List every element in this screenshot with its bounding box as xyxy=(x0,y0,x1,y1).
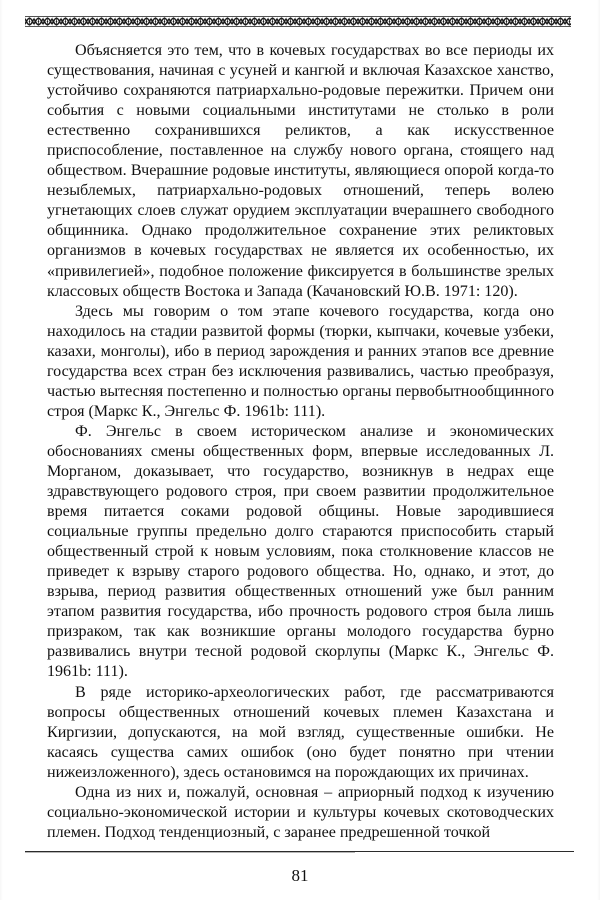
page-number: 81 xyxy=(291,866,309,885)
scan-edge-left xyxy=(0,0,3,900)
header-ornament-icon xyxy=(25,16,571,27)
paragraph-3: Ф. Энгельс в своем историческом анализе и экономических обоснованиях смены общественных форм, впервые исследованных Л. Морганом, доказывает, что государство, возникнув в недрах еще здравствующего родового строя, при своем развитии продолжительное время питается соками родовой общины. Новые зародившиеся социальные группы предельно долго стараются приспособить старый общественный строй к новым условиям, пока столкновение классов не приведет к взрыву старого родового общества. Но, однако, и этот, до взрыва, период развития общественных отношений уже был ранним этапом развития государства, ибо прочность родового строя была лишь призраком, так как возникшие органы молодого государства бурно развивались внутри тесной родовой скорлупы (Маркс К., Энгельс Ф. 1961b: 111). xyxy=(47,422,554,681)
paragraph-1: Объясняется это тем, что в кочевых государствах во все периоды их существования, начиная с усуней и кангюй и включая Казахское ханство, устойчиво сохраняются патриархально-родовые пережитки. Причем они события с новыми социальными институтами не столько в роли естественно сохранившихся реликтов, а как искусственное приспособление, поставленное на службу нового органа, стоящего над обществом. Вчерашние родовые институты, являющиеся опорой когда-то незыблемых, патриархально-родовых отношений, теперь волею угнетающих слоев служат орудием эксплуатации вчерашнего свободного общинника. Однако продолжительное сохранение этих реликтовых организмов в кочевых государствах не является их особенностью, их «привилегией», подобное положение фиксируется в большинстве зрелых классовых обществ Востока и Запада (Качановский Ю.В. 1971: 120). xyxy=(47,42,554,300)
paragraph-4: В ряде историко-археологических работ, где рассматриваются вопросы общественных отношений кочевых племен Казахстана и Киргизии, допускаются, на мой взгляд, существенные ошибки. Не касаясь существа самих ошибок (оно будет понятно при чтении нижеизложенного), здесь остановимся на порождающих их причинах. xyxy=(47,683,554,781)
paragraph-2: Здесь мы говорим о том этапе кочевого государства, когда оно находилось на стадии развитой формы (тюрки, кыпчаки, кочевые узбеки, казахи, монголы), ибо в период зарождения и ранних этапов все древние государства всех стран без исключения развивались, частью преобразуя, частью вытесняя постепенно и полностью органы первобытнообщинного строя (Маркс К., Энгельс Ф. 1961b: 111). xyxy=(47,302,554,420)
page-text-body xyxy=(47,41,554,843)
footer-divider xyxy=(25,851,574,852)
paragraph-5: Одна из них и, пожалуй, основная – априорный подход к изучению социально-экономической истории и культуры кочевых скотоводческих племен. Подход тенденциозный, с заранее предрешенной точкой xyxy=(47,783,554,841)
